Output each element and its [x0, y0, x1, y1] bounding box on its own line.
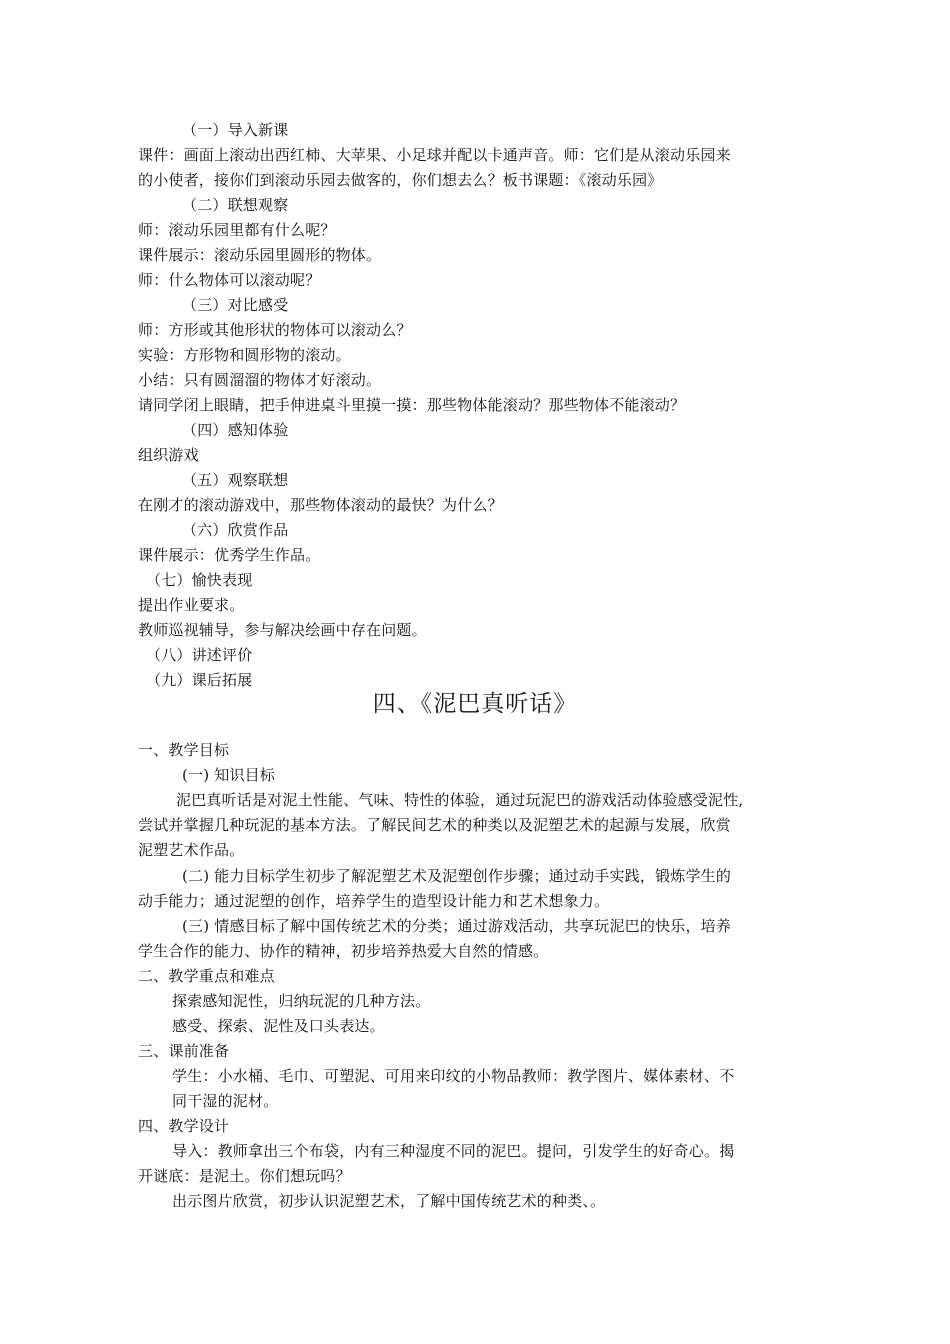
paragraph-line: 出示图片欣赏，初步认识泥塑艺术，了解中国传统艺术的种类、。	[172, 1192, 606, 1210]
paragraph-line: 小结：只有圆溜溜的物体才好滚动。	[138, 371, 382, 389]
heading-teaching-design: 四、教学设计	[138, 1117, 230, 1135]
paragraph-line: 课件展示：滚动乐园里圆形的物体。	[138, 246, 382, 264]
heading-observe-associate: （五）观察联想	[182, 471, 289, 489]
paragraph-line: 动手能力；通过泥塑的创作，培养学生的造型设计能力和艺术想象力。	[138, 892, 610, 910]
paragraph-line: 导入：教师拿出三个布袋，内有三种湿度不同的泥巴。提问，引发学生的好奇心。揭	[172, 1142, 735, 1160]
paragraph-line: 探索感知泥性，归纳玩泥的几种方法。	[172, 992, 431, 1010]
paragraph-line: 在刚才的滚动游戏中，那些物体滚动的最快？为什么？	[138, 496, 503, 514]
heading-teaching-objectives: 一、教学目标	[138, 741, 230, 759]
heading-narrate-evaluate: （八）讲述评价	[146, 646, 253, 664]
paragraph-line: 学生合作的能力、协作的精神，初步培养热爱大自然的情感。	[138, 942, 549, 960]
heading-knowledge-objective: (一) 知识目标	[182, 766, 276, 784]
paragraph-line: 师：滚动乐园里都有什么呢？	[138, 221, 336, 239]
heading-association-observation: （二）联想观察	[182, 196, 289, 214]
paragraph-line: 学生：小水桶、毛巾、可塑泥、可用来印纹的小物品教师：教学图片、媒体素材、不	[172, 1067, 735, 1085]
paragraph-line: 的小使者，接你们到滚动乐园去做客的，你们想去么？板书课题：《滚动乐园》	[138, 171, 663, 189]
heading-after-class-extension: （九）课后拓展	[146, 671, 253, 689]
paragraph-line: 同干湿的泥材。	[172, 1092, 279, 1110]
paragraph-line: 尝试并掌握几种玩泥的基本方法。了解民间艺术的种类以及泥塑艺术的起源与发展，欣赏	[138, 816, 731, 834]
heading-perception-experience: （四）感知体验	[182, 421, 289, 439]
paragraph-line: 开谜底：是泥土。你们想玩吗？	[138, 1167, 351, 1185]
paragraph-ability-objective: (二) 能力目标学生初步了解泥塑艺术及泥塑创作步骤；通过动手实践，锻炼学生的	[182, 867, 732, 885]
paragraph-line: 组织游戏	[138, 446, 199, 464]
paragraph-line: 实验：方形物和圆形物的滚动。	[138, 346, 351, 364]
heading-key-points-difficulties: 二、教学重点和难点	[138, 967, 275, 985]
paragraph-line: 泥塑艺术作品。	[138, 841, 245, 859]
paragraph-line: 师：方形或其他形状的物体可以滚动么？	[138, 321, 412, 339]
paragraph-line: 感受、探索、泥性及口头表达。	[172, 1017, 385, 1035]
paragraph-line: 教师巡视辅导，参与解决绘画中存在问题。	[138, 621, 427, 639]
paragraph-line: 提出作业要求。	[138, 596, 245, 614]
heading-intro-new-lesson: （一）导入新课	[182, 121, 289, 139]
section-title: 四、《泥巴真听话》	[372, 691, 578, 717]
paragraph-line: 请同学闭上眼睛，把手伸进桌斗里摸一摸：那些物体能滚动？那些物体不能滚动？	[138, 396, 686, 414]
paragraph-line: 师：什么物体可以滚动呢？	[138, 271, 321, 289]
heading-contrast-feeling: （三）对比感受	[182, 296, 289, 314]
paragraph-emotion-objective: (三) 情感目标了解中国传统艺术的分类；通过游戏活动，共享玩泥巴的快乐，培养	[182, 917, 732, 935]
heading-pre-class-preparation: 三、课前准备	[138, 1042, 230, 1060]
paragraph-line: 课件展示：优秀学生作品。	[138, 546, 321, 564]
heading-happy-performance: （七）愉快表现	[146, 571, 253, 589]
paragraph-line: 泥巴真听话是对泥土性能、气味、特性的体验，通过玩泥巴的游戏活动体验感受泥性,	[176, 791, 744, 809]
paragraph-line: 课件：画面上滚动出西红柿、大苹果、小足球并配以卡通声音。师：它们是从滚动乐园来	[138, 146, 731, 164]
heading-appreciate-works: （六）欣赏作品	[182, 521, 289, 539]
